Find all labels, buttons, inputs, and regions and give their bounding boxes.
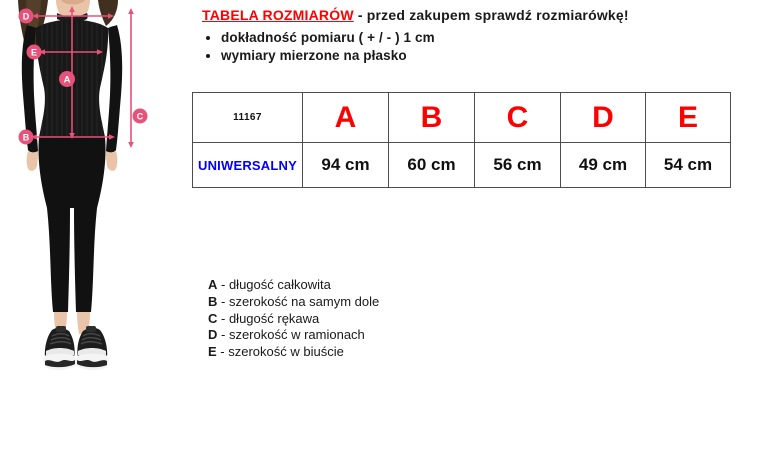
legend-description: szerokość w biuście xyxy=(228,344,344,360)
size-label-cell: UNIWERSALNY xyxy=(193,143,303,188)
legend-letter: C xyxy=(208,310,218,326)
column-header-c: C xyxy=(475,93,561,143)
column-header-d: D xyxy=(561,93,646,143)
model-sneakers xyxy=(43,326,108,370)
legend-description: szerokość na samym dole xyxy=(228,293,380,309)
legend-description: długość całkowita xyxy=(228,277,331,292)
value-cell-c: 56 cm xyxy=(475,143,561,188)
value-cell-e: 54 cm xyxy=(646,143,731,188)
legend-separator: - xyxy=(217,327,229,343)
measurement-label-e: E xyxy=(30,47,38,58)
section-title xyxy=(202,7,762,23)
value-cell-a: 94 cm xyxy=(303,143,389,188)
legend-description: szerokość w ramionach xyxy=(228,327,365,343)
bullet-item: • wymiary mierzone na płasko xyxy=(221,47,762,65)
legend-item xyxy=(208,344,379,361)
measurement-label-d: D xyxy=(22,11,30,22)
measurement-label-c: C xyxy=(136,111,144,122)
value-cell-b: 60 cm xyxy=(389,143,475,188)
product-code-cell: 11167 xyxy=(193,93,303,143)
legend-separator: - xyxy=(217,277,229,292)
measurement-arrow-c xyxy=(128,8,147,148)
legend-letter: D xyxy=(208,327,218,343)
measurement-legend xyxy=(208,277,379,361)
column-header-a: A xyxy=(303,93,389,143)
legend-item xyxy=(208,277,379,294)
measurement-label-a: A xyxy=(63,74,71,86)
bullet-item: • dokładność pomiaru ( + / - ) 1 cm xyxy=(221,29,762,47)
size-table xyxy=(192,92,731,188)
legend-description: długość rękawa xyxy=(228,310,320,326)
legend-item xyxy=(208,327,379,344)
size-table-data-row xyxy=(193,143,731,188)
section-title-rest: - przed zakupem sprawdź rozmiarówkę! xyxy=(353,7,629,23)
section-title-highlight: TABELA ROZMIARÓW xyxy=(202,7,354,23)
model-photo xyxy=(0,0,185,420)
legend-separator: - xyxy=(217,293,229,309)
bullet-list xyxy=(202,29,762,64)
size-table-header-row xyxy=(193,93,731,143)
measurement-label-b: B xyxy=(22,132,30,143)
legend-letter: E xyxy=(208,344,217,360)
header-block xyxy=(202,7,762,64)
legend-separator: - xyxy=(217,310,229,326)
legend-item xyxy=(208,311,379,328)
right-sleeve xyxy=(106,25,122,152)
legend-item xyxy=(208,294,379,311)
legend-letter: B xyxy=(208,293,218,309)
legend-separator: - xyxy=(216,344,229,360)
model-leggings xyxy=(38,137,105,312)
value-cell-d: 49 cm xyxy=(561,143,646,188)
column-header-e: E xyxy=(646,93,731,143)
legend-letter: A xyxy=(208,277,218,292)
column-header-b: B xyxy=(389,93,475,143)
